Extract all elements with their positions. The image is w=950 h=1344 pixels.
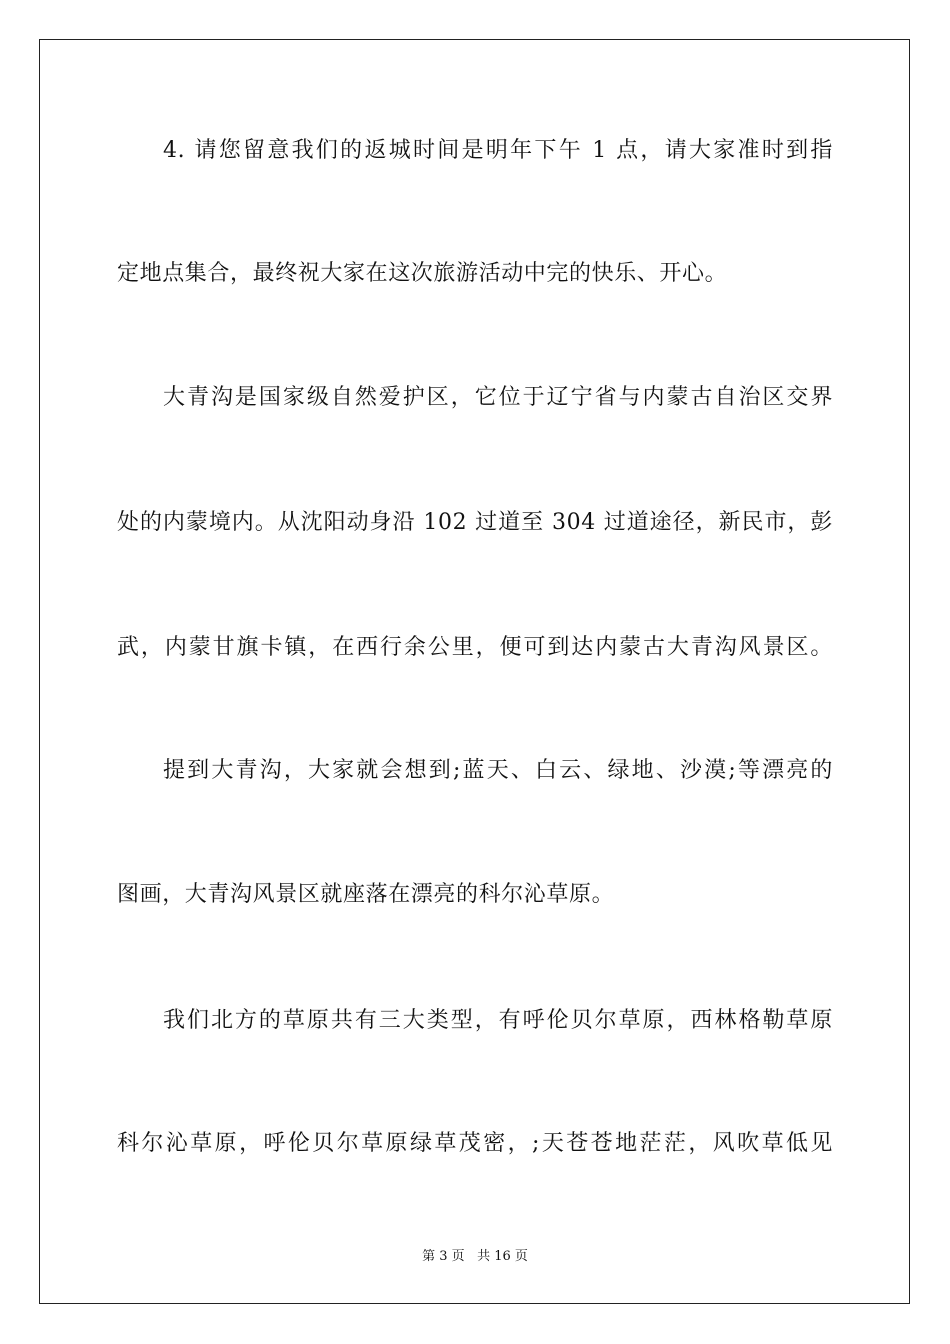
page-footer (0, 1249, 950, 1265)
paragraph-2-line-2: 处的内蒙境内。从沈阳动身沿 102 过道至 304 过道途径，新民市，彭 (117, 510, 833, 535)
paragraph-3-line-1: 提到大青沟，大家就会想到;蓝天、白云、绿地、沙漠;等漂亮的 (163, 758, 833, 783)
total-pages: 共 16 页 (477, 1249, 528, 1264)
page-frame (39, 39, 910, 1304)
paragraph-1-line-2: 定地点集合，最终祝大家在这次旅游活动中完的快乐、开心。 (117, 261, 728, 286)
paragraph-2-line-1: 大青沟是国家级自然爱护区，它位于辽宁省与内蒙古自治区交界 (163, 385, 833, 410)
paragraph-1-line-1: 4. 请您留意我们的返城时间是明年下午 1 点，请大家准时到指 (163, 138, 833, 163)
page-number: 第 3 页 (422, 1249, 465, 1264)
paragraph-4-line-1: 我们北方的草原共有三大类型，有呼伦贝尔草原，西林格勒草原 (163, 1008, 833, 1033)
paragraph-4-line-2: 科尔沁草原，呼伦贝尔草原绿草茂密，;天苍苍地茫茫，风吹草低见 (117, 1131, 833, 1156)
paragraph-3-line-2: 图画，大青沟风景区就座落在漂亮的科尔沁草原。 (117, 882, 615, 907)
paragraph-2-line-3: 武，内蒙甘旗卡镇，在西行余公里，便可到达内蒙古大青沟风景区。 (117, 635, 833, 660)
